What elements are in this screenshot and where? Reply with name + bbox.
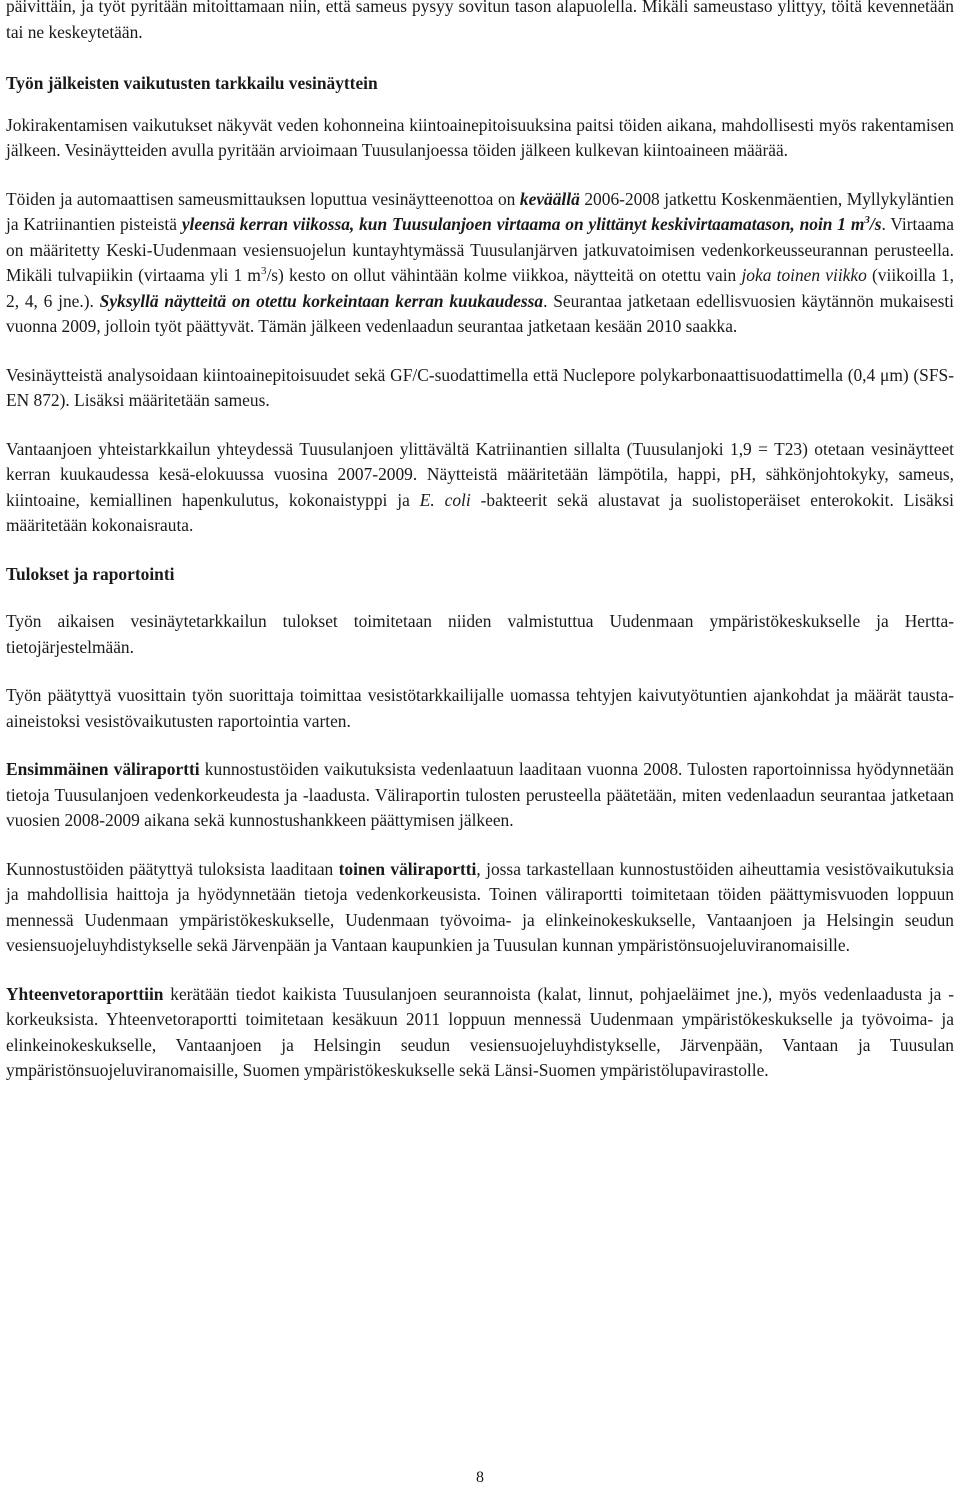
paragraph-analyses: Vesinäytteistä analysoidaan kiintoainepitoisuudet sekä GF/C-suodattimella että Nuclepore polykarbonaattisuodattimella (0,4 μm) (SFS-EN 872). Lisäksi määritetään sameus.	[6, 364, 954, 410]
page-number: 8	[476, 1469, 484, 1486]
paragraph-sampling-schedule: Töiden ja automaattisen sameusmittauksen loputtua vesinäytteenottoa on keväällä 2006-2008 jatkettu Koskenmäentien, Myllykyläntien ja Katriinantien pisteistä yleensä kerran viikossa, kun Tuusulanjoen virtaama on ylittänyt keskivirtaamatason, noin 1 $m^3/s$. Virtaama on määritetty Keski-Uudenmaan vesiensuojelun kuntayhtymässä Tuusulanjärven jatkuvatoimisen vedenkorkeusseurannan perusteella. Mikäli tulvapiikin (virtaama yli 1 $m^3/s$) kesto on ollut vähintään kolme viikkoa, näytteitä on otettu vain joka toinen viikko (viikoilla 1, 2, 4, 6 jne.). Syksyllä näytteitä on otettu korkeintaan kerran kuukaudessa. Seurantaa jatketaan edellisvuosien käytännön mukaisesti vuonna 2009, jolloin työt päättyvät. Tämän jälkeen vedenlaadun seurantaa jatketaan kesään 2010 saakka.	[6, 188, 955, 336]
emphasis-weekly: yleensä kerran viikossa, kun Tuusulanjoen virtaama on ylittänyt keskivirtaamatason, noin 1 $m^3/s$	[181, 214, 882, 234]
paragraph-second-interim-report: Kunnostustöiden päätyttyä tuloksista laaditaan toinen väliraportti, jossa tarkastellaan kunnostustöiden aiheuttamia vesistövaikutuksia ja mahdollisia haittoja ja hyödynnetään tietoja vedenkorkeusista. Toinen väliraportti toimitetaan töiden päättymisvuoden loppuun mennessä Uudenmaan ympäristökeskukselle, Uudenmaan työvoima- ja elinkeinokeskukselle, Vantaanjoen ja Helsingin seudun vesiensuojeluyhdistykselle sekä Järvenpään ja Vantaan kaupunkien ja Tuusulan kunnan ympäristönsuojeluviranomaisille.	[6, 858, 954, 955]
emphasis-every-other-week: joka toinen viikko	[741, 265, 867, 285]
emphasis-autumn-monthly: Syksyllä näytteitä on otettu korkeintaan kerran kuukaudessa	[99, 290, 544, 311]
document-page	[6, 0, 954, 1497]
paragraph-first-interim-report: Ensimmäinen väliraportti kunnostustöiden vaikutuksista vedenlaatuun laaditaan vuonna 2008. Tulosten raportoinnissa hyödynnetään tietoja Tuusulanjoen vedenkorkeudesta ja -laadusta. Väliraportin tulosten perusteella päätetään, miten vedenlaadun seurantaa jatketaan vuosien 2008-2009 aikana sekä kunnostushankkeen päättymisen jälkeen.	[6, 759, 955, 830]
species-name: E. coli	[419, 489, 471, 510]
emphasis-spring: keväällä	[519, 188, 580, 209]
term-second-interim-report: toinen väliraportti	[338, 858, 477, 879]
term-summary-report: Yhteenvetoraporttiin	[6, 983, 164, 1004]
heading-results-reporting: Tulokset ja raportointi	[6, 563, 175, 584]
paragraph-summary-report: Yhteenvetoraporttiin kerätään tiedot kaikista Tuusulanjoen seurannoista (kalat, linnut, pohjaeläimet jne.), myös vedenlaadusta ja -korkeuksista. Yhteenvetoraportti toimitetaan kesäkuun 2011 loppuun mennessä Uudenmaan ympäristökeskukselle ja työvoima- ja elinkeinokeskukselle, Vantaanjoen ja Helsingin seudun vesiensuojeluyhdistykselle, Järvenpään, Vantaan ja Tuusulan ympäristönsuojeluviranomaisille, Suomen ympäristökeskukselle sekä Länsi-Suomen ympäristölupavirastolle.	[6, 983, 954, 1080]
paragraph-excavation-hours: Työn päätyttyä vuosittain työn suorittaja toimittaa vesistötarkkailijalle uomassa tehtyjen kaivutyötuntien ajankohdat ja määrät tausta-aineistoksi vesistövaikutusten raportointia varten.	[6, 685, 954, 731]
heading-post-work-monitoring: Työn jälkeisten vaikutusten tarkkailu vesinäyttein	[6, 73, 378, 93]
term-first-interim-report: Ensimmäinen väliraportti	[6, 759, 200, 779]
paragraph-joint-monitoring: Vantaanjoen yhteistarkkailun yhteydessä Tuusulanjoen ylittävältä Katriinantien sillalta (Tuusulanjoki 1,9 = T23) otetaan vesinäytteet kerran kuukaudessa kesä-elokuussa vuosina 2007-2009. Näytteistä määritetään lämpötila, happi, pH, sähkönjohtokyky, sameus, kiintoaine, kemiallinen hapenkulutus, kokonaistyppi ja E. coli -bakteerit sekä alustavat ja suolistoperäiset enterokokit. Lisäksi määritetään kokonaisrauta.	[6, 438, 954, 535]
paragraph-river-construction-effects: Jokirakentamisen vaikutukset näkyvät veden kohonneina kiintoainepitoisuuksina paitsi töiden aikana, mahdollisesti myös rakentamisen jälkeen. Vesinäytteiden avulla pyritään arvioimaan Tuusulanjoessa töiden jälkeen kulkevan kiintoaineen määrää.	[6, 114, 954, 160]
paragraph-intro: päivittäin, ja työt pyritään mitoittamaan niin, että sameus pysyy sovitun tason alapuolella. Mikäli sameustaso ylittyy, töitä kevennetään tai ne keskeytetään.	[6, 0, 954, 42]
page-content	[6, 0, 954, 1084]
paragraph-results-delivery: Työn aikaisen vesinäytetarkkailun tulokset toimitetaan niiden valmistuttua Uudenmaan ympäristökeskukselle ja Hertta-tietojärjestelmään.	[6, 611, 954, 657]
